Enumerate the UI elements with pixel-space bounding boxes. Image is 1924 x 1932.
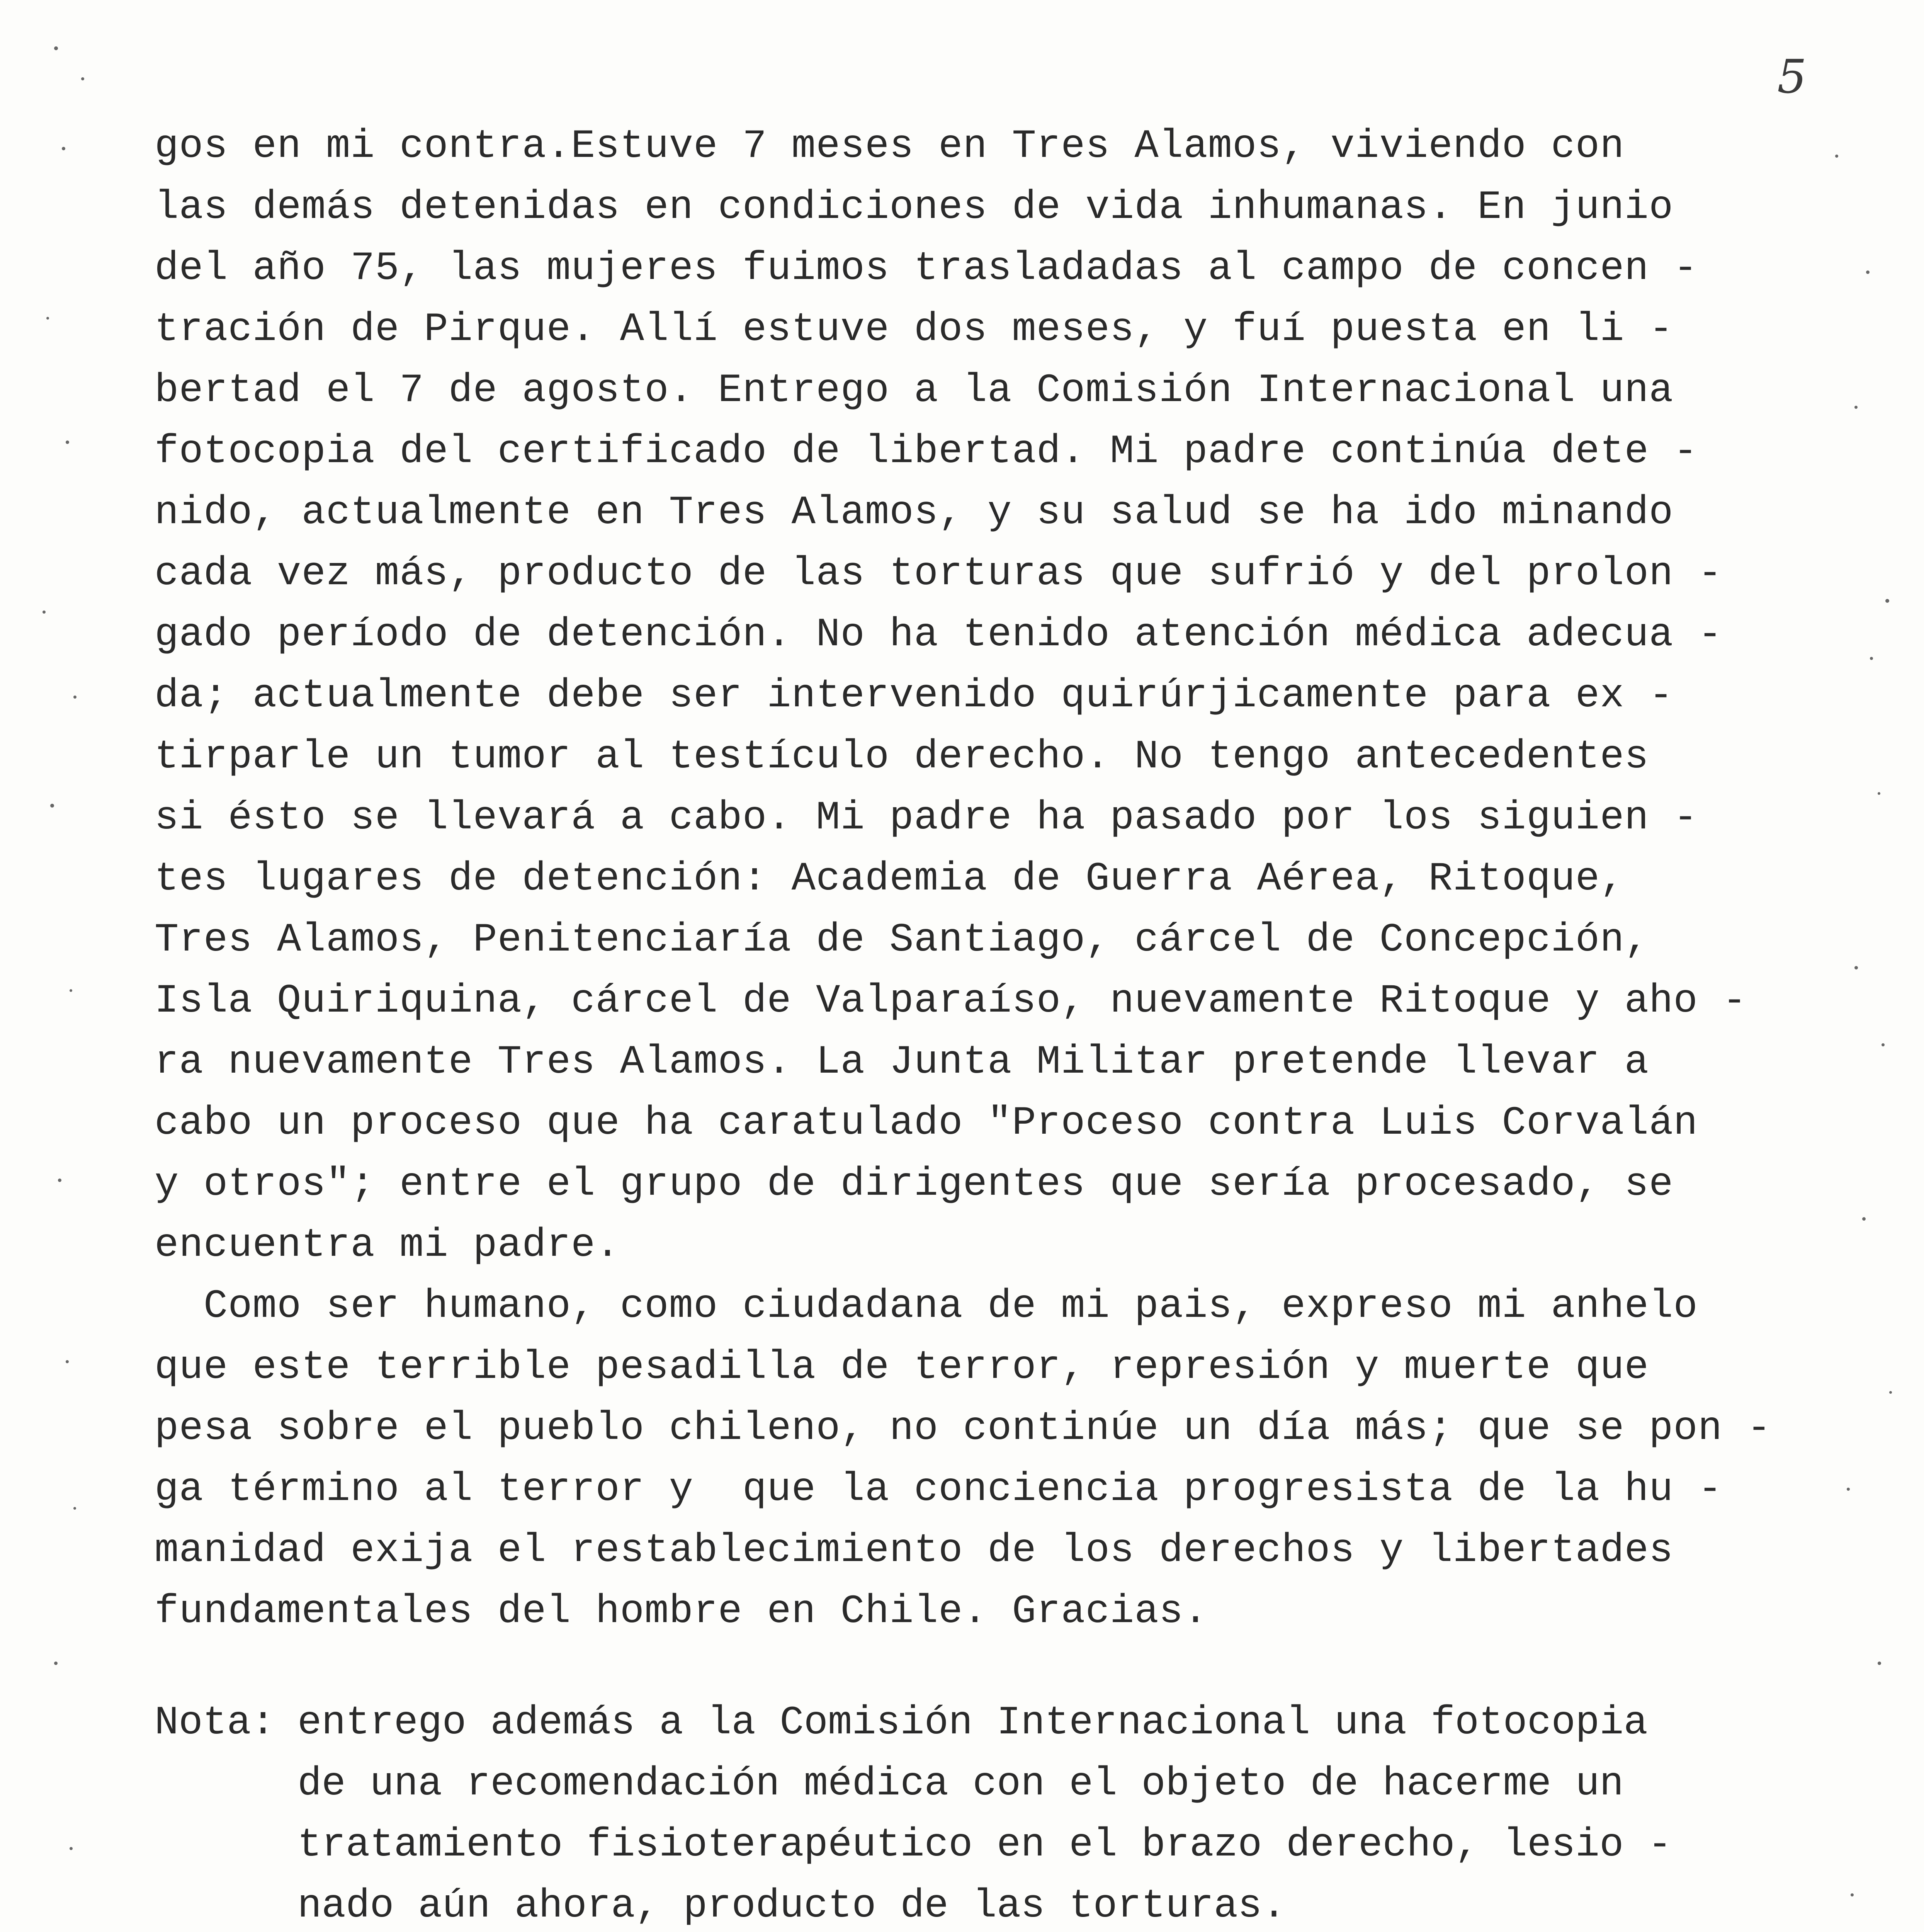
body-line: las demás detenidas en condiciones de vida inhumanas. En junio — [155, 185, 1674, 230]
note-line: nado aún ahora, producto de las torturas. — [297, 1883, 1286, 1929]
scan-speck — [58, 1179, 61, 1182]
body-line: y otros"; entre el grupo de dirigentes que sería procesado, se — [155, 1162, 1674, 1207]
scan-speck — [1866, 270, 1870, 274]
scan-speck — [1885, 599, 1889, 603]
body-text — [155, 116, 1777, 1642]
body-line: tes lugares de detención: Academia de Guerra Aérea, Ritoque, — [155, 856, 1625, 902]
body-line: gos en mi contra.Estuve 7 meses en Tres Alamos, viviendo con — [155, 124, 1625, 169]
note-indent — [155, 1753, 297, 1815]
scan-speck — [50, 804, 54, 808]
body-line: nido, actualmente en Tres Alamos, y su salud se ha ido minando — [155, 490, 1674, 536]
body-line: manidad exija el restablecimiento de los derechos y libertades — [155, 1528, 1674, 1573]
body-line: ra nuevamente Tres Alamos. La Junta Militar pretende llevar a — [155, 1039, 1649, 1085]
note-indent — [155, 1876, 297, 1932]
body-line: del año 75, las mujeres fuimos trasladadas al campo de concen - — [155, 246, 1698, 291]
scan-speck — [1854, 406, 1858, 409]
note-row — [155, 1692, 1777, 1753]
scan-speck — [1851, 1893, 1854, 1896]
body-line: bertad el 7 de agosto. Entrego a la Comisión Internacional una — [155, 368, 1674, 413]
body-line: ga término al terror y que la conciencia progresista de la hu - — [155, 1467, 1723, 1512]
body-line: encuentra mi padre. — [155, 1223, 620, 1268]
scan-speck — [46, 317, 49, 320]
note-label: Nota: — [155, 1700, 275, 1746]
scan-speck — [1878, 792, 1880, 795]
note-row — [155, 1815, 1777, 1876]
body-line: Como ser humano, como ciudadana de mi pais, expreso mi anhelo — [155, 1284, 1698, 1329]
note-line: tratamiento fisioterapéutico en el brazo derecho, lesio - — [297, 1822, 1672, 1868]
body-line: si ésto se llevará a cabo. Mi padre ha pasado por los siguien - — [155, 795, 1698, 841]
body-line: Isla Quiriquina, cárcel de Valparaíso, nuevamente Ritoque y aho - — [155, 978, 1747, 1024]
body-line: que este terrible pesadilla de terror, represión y muerte que — [155, 1345, 1649, 1390]
body-line: tración de Pirque. Allí estuve dos meses, y fuí puesta en li - — [155, 307, 1674, 352]
note-row — [155, 1876, 1777, 1932]
body-line: pesa sobre el pueblo chileno, no continúe un día más; que se pon - — [155, 1406, 1772, 1451]
body-line: da; actualmente debe ser intervenido quirúrjicamente para ex - — [155, 673, 1674, 719]
scan-speck — [1882, 1043, 1885, 1046]
note-row — [155, 1753, 1777, 1815]
scan-speck — [1862, 1217, 1866, 1221]
scan-speck — [1835, 155, 1838, 158]
scan-speck — [54, 46, 58, 50]
scan-speck — [62, 147, 65, 150]
body-line: Tres Alamos, Penitenciaría de Santiago, cárcel de Concepción, — [155, 917, 1649, 963]
scan-speck — [66, 440, 69, 444]
note-line: entrego además a la Comisión Internacional una fotocopia — [297, 1700, 1648, 1746]
body-line: gado período de detención. No ha tenido atención médica adecua - — [155, 612, 1723, 658]
scan-speck — [1854, 966, 1858, 969]
scan-speck — [1847, 1488, 1850, 1491]
scan-speck — [1889, 1391, 1892, 1394]
page-number: 5 — [1777, 50, 1807, 104]
scan-speck — [1878, 1662, 1881, 1665]
scan-speck — [81, 77, 84, 80]
scan-speck — [66, 1360, 69, 1363]
note-indent — [155, 1815, 297, 1876]
scan-speck — [73, 1507, 76, 1510]
scan-speck — [54, 1662, 58, 1665]
scan-speck — [70, 989, 72, 992]
body-line: cabo un proceso que ha caratulado "Proceso contra Luis Corvalán — [155, 1100, 1698, 1146]
body-line: cada vez más, producto de las torturas que sufrió y del prolon - — [155, 551, 1723, 597]
scan-speck — [70, 1847, 73, 1850]
body-line: tirparle un tumor al testículo derecho. No tengo antecedentes — [155, 734, 1649, 780]
body-line: fundamentales del hombre en Chile. Gracias. — [155, 1589, 1208, 1634]
scan-speck — [73, 696, 76, 699]
body-line: fotocopia del certificado de libertad. Mi padre continúa dete - — [155, 429, 1698, 474]
note-block — [155, 1692, 1777, 1932]
note-line: de una recomendación médica con el objeto de hacerme un — [297, 1761, 1624, 1807]
scan-speck — [42, 611, 46, 614]
scan-speck — [1870, 657, 1873, 660]
